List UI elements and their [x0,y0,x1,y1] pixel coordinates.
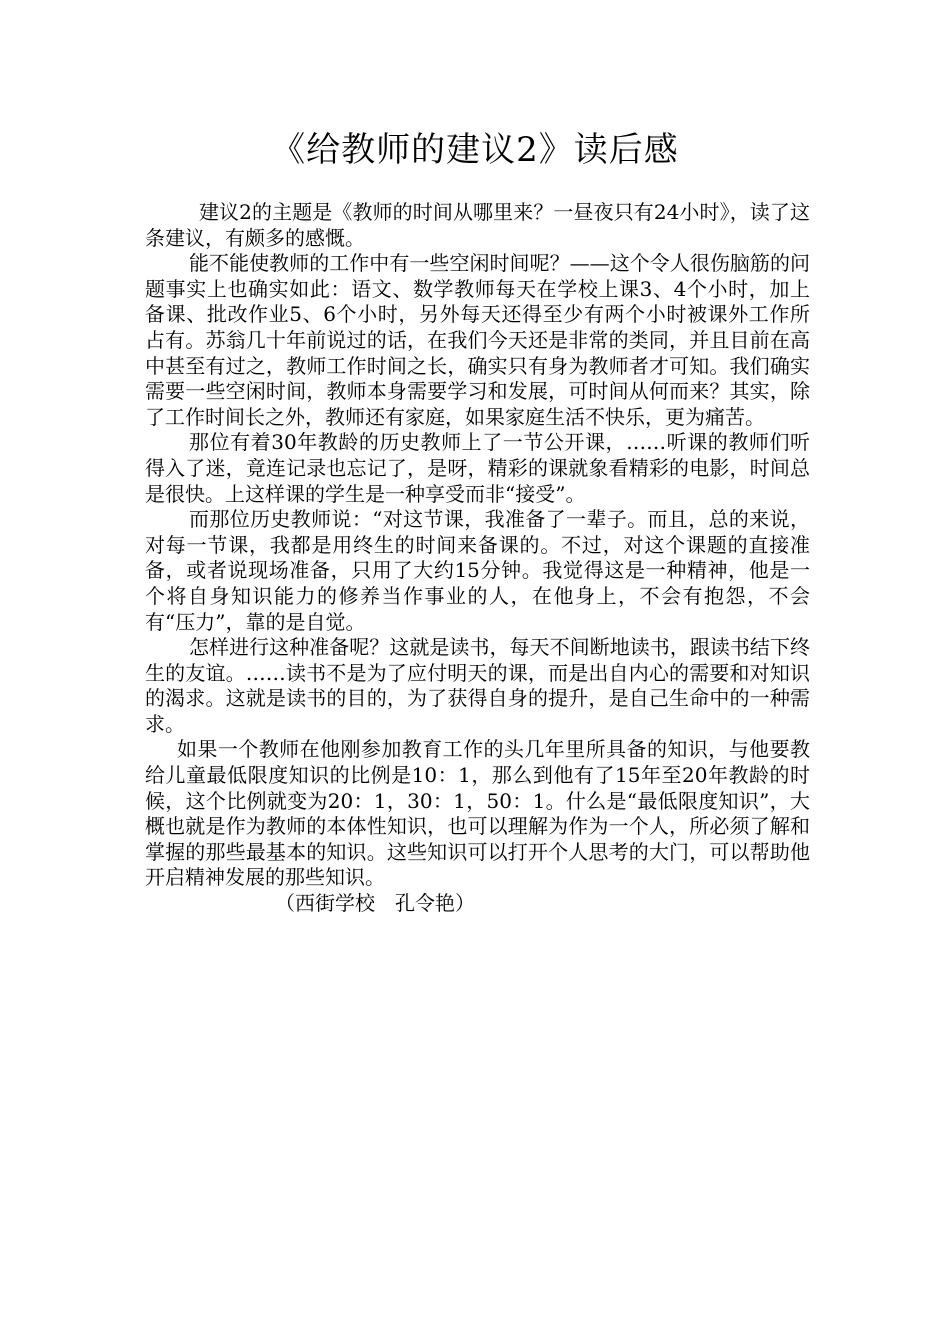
paragraph-2: 能不能使教师的工作中有一些空闲时间呢？——这个令人很伤脑筋的问题事实上也确实如此：语文、数学教师每天在学校上课3、4个小时，加上备课、批改作业5、6个小时，另外每天还得至少有两个小时被课外工作所占有。苏翁几十年前说过的话，在我们今天还是非常的类同，并且目前在高中甚至有过之，教师工作时间之长，确实只有身为教师者才可知。我们确实需要一些空闲时间，教师本身需要学习和发展，可时间从何而来？其实，除了工作时间长之外，教师还有家庭，如果家庭生活不快乐，更为痛苦。 [145,251,810,429]
paragraph-6: 如果一个教师在他刚参加教育工作的头几年里所具备的知识，与他要教给儿童最低限度知识的比例是10：1，那么到他有了15年至20年教龄的时候，这个比例就变为20：1，30：1，50：1。什么是“最低限度知识”，大概也就是作为教师的本体性知识，也可以理解为作为一个人，所必须了解和掌握的那些最基本的知识。这些知识可以打开个人思考的大门，可以帮助他开启精神发展的那些知识。 [145,737,810,890]
author-signature: （西街学校 孔令艳） [275,891,475,916]
paragraph-4: 而那位历史教师说：“对这节课，我准备了一辈子。而且，总的来说，对每一节课，我都是用终生的时间来备课的。不过，对这个课题的直接准备，或者说现场准备，只用了大约15分钟。我觉得这是一种精神，他是一个将自身知识能力的修养当作事业的人，在他身上，不会有抱怨，不会有“压力”，靠的是自觉。 [145,507,810,634]
document-body [145,200,810,917]
paragraph-5: 怎样进行这种准备呢？这就是读书，每天不间断地读书，跟读书结下终生的友谊。……读书不是为了应付明天的课，而是出自内心的需要和对知识的渴求。这就是读书的目的，为了获得自身的提升，是自己生命中的一种需求。 [145,635,810,736]
paragraph-1: 建议2的主题是《教师的时间从哪里来？一昼夜只有24小时》，读了这条建议，有颇多的感慨。 [145,200,810,250]
document-title: 《给教师的建议2》读后感 [271,130,679,170]
paragraph-3: 那位有着30年教龄的历史教师上了一节公开课，……听课的教师们听得入了迷，竟连记录也忘记了，是呀，精彩的课就象看精彩的电影，时间总是很快。上这样课的学生是一种享受而非“接受”。 [145,430,810,506]
